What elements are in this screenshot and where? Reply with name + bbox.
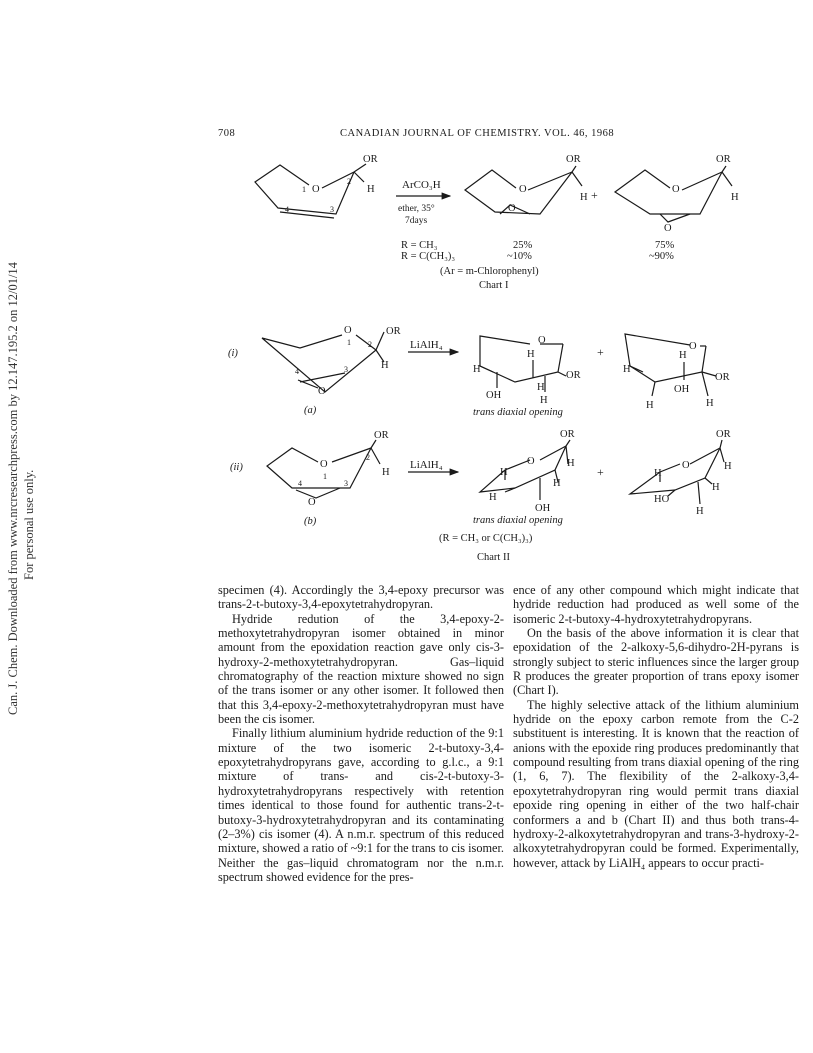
structure-conformer-a — [262, 332, 384, 392]
label-or: OR — [566, 370, 581, 381]
label-h: H — [473, 364, 481, 375]
chart-2-row-1 — [262, 332, 716, 396]
personal-use-notice: For personal use only. — [22, 469, 36, 580]
label-o: O — [519, 184, 527, 195]
label-oh: OH — [535, 503, 551, 514]
label-o: O — [308, 497, 316, 508]
label-num-1: 1 — [302, 185, 306, 194]
plus-sign: + — [591, 188, 598, 202]
label-h: H — [731, 192, 739, 203]
paragraph: On the basis of the above information it is clear that epoxidation of the 2-alkoxy-5,6-dihydro-2H-pyrans is strongly subject to steric influences since the larger group R produces the greater proportion of trans epoxy isomer (Chart I). — [513, 626, 799, 698]
page-number: 708 — [218, 128, 236, 139]
label-o: O — [689, 341, 697, 352]
label-num-1: 1 — [323, 472, 327, 481]
label-o: O — [672, 184, 680, 195]
reagent-peracid: ArCO₃H — [402, 179, 441, 191]
structure-product-b2 — [630, 440, 724, 504]
label-oh: OH — [674, 384, 690, 395]
label-h: H — [553, 478, 561, 489]
label-h: H — [382, 467, 390, 478]
yield-cis-methyl: 25% — [513, 240, 533, 251]
label-h: H — [540, 395, 548, 406]
download-notice-line: Can. J. Chem. Downloaded from www.nrcresearchpress.com by 12.147.195.2 on 12/01/14 — [6, 262, 20, 715]
plus-sign: + — [597, 465, 604, 479]
label-o: O — [344, 325, 352, 336]
label-num-4: 4 — [285, 205, 289, 214]
label-h: H — [646, 400, 654, 411]
substituent-methyl: R = CH₃ — [401, 240, 438, 251]
label-h: H — [724, 461, 732, 472]
opening-note-1: trans diaxial opening — [473, 407, 563, 418]
structure-product-a1 — [480, 336, 566, 392]
running-title: CANADIAN JOURNAL OF CHEMISTRY. VOL. 46, 1968 — [340, 128, 615, 139]
label-h: H — [489, 492, 497, 503]
label-h: H — [623, 364, 631, 375]
label-num-2: 2 — [347, 177, 351, 186]
opening-note-2: trans diaxial opening — [473, 515, 563, 526]
aryl-note: (Ar = m-Chlorophenyl) — [440, 266, 539, 277]
label-num-4: 4 — [298, 479, 302, 488]
paragraph: Finally lithium aluminium hydride reduction of the 9:1 mixture of the two isomeric 2-t-butoxy-3,4-epoxytetrahydropyrans gave, according to g.l.c., a 9:1 mixture of trans- and cis-2-t-butoxy-3-hydroxytetrahydropyrans respectively with retention times identical to those found for authentic trans-2-t-butoxy-3-hydroxytetrahydropyran and its contaminating (2–3%) cis isomer (4). A n.m.r. spectrum of this reduced mixture, showed a ratio of ~9:1 for the trans to cis isomer. Neither the gas–liquid chromatogram nor the n.m.r. spectrum showed evidence for the pres- — [218, 726, 504, 884]
conformer-a-label: (a) — [304, 405, 317, 416]
text-column-right — [513, 583, 799, 870]
label-num-3: 3 — [330, 205, 334, 214]
row-tag-ii: (ii) — [230, 462, 243, 473]
conformer-b-label: (b) — [304, 516, 317, 527]
paragraph: Hydride redution of the 3,4-epoxy-2-methoxytetrahydropyran isomer obtained in minor amount from the epoxidation reaction gave only cis-3-hydroxy-2-methoxytetrahydropyran. Gas–liquid chromatography of the reaction mixture showed no sign of the trans isomer or any other isomer. It followed then that this 3,4-epoxy-2-methoxytetrahydropyran must have been the cis isomer. — [218, 611, 504, 727]
label-or: OR — [560, 429, 575, 440]
label-h: H — [679, 350, 687, 361]
label-or: OR — [386, 326, 401, 337]
label-h: H — [696, 506, 704, 517]
label-o: O — [664, 223, 672, 234]
substituent-note: (R = CH₃ or C(CH₃)₃) — [439, 533, 533, 544]
label-h: H — [567, 458, 575, 469]
chart-2-caption: Chart II — [477, 552, 510, 563]
label-h: H — [500, 467, 508, 478]
yield-trans-tbutyl: ~90% — [649, 251, 674, 262]
reagent-lialh4: LiAlH₄ — [410, 459, 443, 471]
chart-1-caption: Chart I — [479, 280, 509, 291]
label-or: OR — [363, 154, 378, 165]
label-num-2: 2 — [366, 453, 370, 462]
label-num-2: 2 — [368, 340, 372, 349]
label-o: O — [320, 459, 328, 470]
label-o: O — [538, 335, 546, 346]
row-tag-i: (i) — [228, 348, 238, 359]
label-or: OR — [566, 154, 581, 165]
label-oh: OH — [486, 390, 502, 401]
label-h: H — [367, 184, 375, 195]
plus-sign: + — [597, 345, 604, 359]
substituent-tbutyl: R = C(CH₃)₃ — [401, 251, 456, 262]
label-h: H — [712, 482, 720, 493]
label-num-3: 3 — [344, 479, 348, 488]
label-o: O — [682, 460, 690, 471]
label-num-1: 1 — [347, 338, 351, 347]
paragraph: The highly selective attack of the lithium aluminium hydride on the epoxy carbon remote from the C-2 substituent is interesting. It is known that the reaction of anions with the epoxide ring produces predominantly that compound resulting from trans diaxial opening of the ring (1, 6, 7). The flexibility of the 2-alkoxy-3,4-epoxytetrahydropyran ring would permit trans diaxial epoxide ring opening in either of the two half-chair conformers a and b (Chart II) and thus both trans-4-hydroxy-2-alkoxytetrahydropyran and trans-3-hydroxy-2-alkoxytetrahydropyran could be formed. Experimentally, however, attack by LiAlH₄ appears to occur practi- — [513, 697, 799, 870]
label-o: O — [312, 184, 320, 195]
yield-cis-tbutyl: ~10% — [507, 251, 532, 262]
label-or: OR — [716, 429, 731, 440]
label-h: H — [580, 192, 588, 203]
label-or: OR — [374, 430, 389, 441]
yield-trans-methyl: 75% — [655, 240, 675, 251]
structure-product-a2 — [625, 334, 716, 396]
chart-2-row-2-labels — [230, 429, 732, 563]
label-h: H — [537, 382, 545, 393]
label-or: OR — [716, 154, 731, 165]
label-or: OR — [715, 372, 730, 383]
structure-product-b1 — [480, 440, 570, 500]
chart-1 — [255, 164, 732, 222]
label-h: H — [527, 349, 535, 360]
label-num-4: 4 — [295, 367, 299, 376]
paragraph: ence of any other compound which might indicate that hydride reduction had produced as well some of the isomeric 2-t-butoxy-4-hydroxytetrahydropyrans. — [513, 583, 799, 626]
paragraph: specimen (4). Accordingly the 3,4-epoxy precursor was trans-2-t-butoxy-3,4-epoxytetrahydropyran. — [218, 583, 504, 612]
label-num-3: 3 — [344, 365, 348, 374]
structure-dihydropyran — [255, 164, 366, 218]
label-o: O — [527, 456, 535, 467]
reaction-condition-solvent: ether, 35° — [398, 204, 435, 214]
reaction-condition-time: 7days — [405, 216, 428, 226]
text-column-left — [218, 583, 504, 884]
label-h: H — [381, 360, 389, 371]
label-h: H — [654, 468, 662, 479]
label-ho: HO — [654, 494, 670, 505]
reagent-lialh4: LiAlH₄ — [410, 339, 443, 351]
label-o: O — [508, 203, 516, 214]
label-o: O — [318, 386, 326, 397]
label-h: H — [706, 398, 714, 409]
